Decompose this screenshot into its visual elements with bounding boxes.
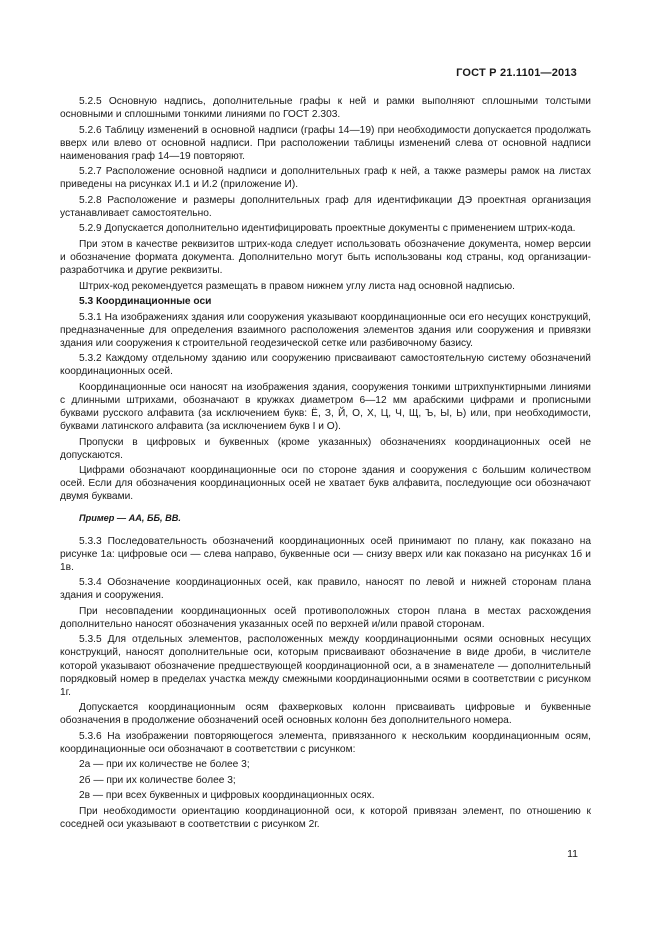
paragraph-digits: Цифрами обозначают координационные оси по стороне здания и сооружения с большим количеством осей. Если для обозначения координационных осей не хватает букв алфавита, последующие оси обозначают двумя буквами. (60, 465, 591, 503)
document-body (60, 95, 591, 833)
paragraph-5-3-6: 5.3.6 На изображении повторяющегося элемента, привязанного к нескольким координационным осям, координационные оси обозначают в соответствии с рисунком: (60, 730, 591, 755)
document-code-header: ГОСТ Р 21.1101—2013 (456, 67, 577, 79)
section-heading-5-3: 5.3 Координационные оси (79, 296, 212, 308)
paragraph-barcode-placement: Штрих-код рекомендуется размещать в правом нижнем углу листа над основной надписью. (79, 280, 515, 292)
paragraph-5-3-3: 5.3.3 Последовательность обозначений координационных осей принимают по плану, как показано на рисунке 1а: цифровые оси — слева направо, буквенные оси — снизу вверх или как показано на рисунках 1б и 1в. (60, 535, 591, 573)
paragraph-gaps: Пропуски в цифровых и буквенных (кроме указанных) обозначениях координационных осей не допускаются. (60, 436, 591, 461)
paragraph-framework-columns: Допускается координационным осям фахверковых колонн присваивать цифровые и буквенные обозначения в продолжение обозначений осей основных колонн без дополнительного номера. (60, 702, 591, 727)
paragraph-5-3-2: 5.3.2 Каждому отдельному зданию или сооружению присваивают самостоятельную систему обозначений координационных осей. (60, 353, 591, 378)
paragraph-5-2-6: 5.2.6 Таблицу изменений в основной надписи (графы 14—19) при необходимости допускается продолжать вверх или влево от основной надписи. При расположении таблицы изменений слева от основной надписи наименования граф 14—19 повторяют. (60, 124, 591, 162)
list-item-2b: 2б — при их количестве более 3; (79, 774, 236, 786)
page-number: 11 (567, 848, 578, 860)
paragraph-barcode-details: При этом в качестве реквизитов штрих-кода следует использовать обозначение документа, номер версии и обозначение формата документа. Дополнительно могут быть использованы код страны, код организации-разработчика и другие реквизиты. (60, 238, 591, 277)
paragraph-5-2-7: 5.2.7 Расположение основной надписи и дополнительных граф к ней, а также размеры рамок на листах приведены на рисунках И.1 и И.2 (приложение И). (60, 166, 591, 191)
paragraph-5-3-5: 5.3.5 Для отдельных элементов, расположенных между координационными осями основных несущих конструкций, наносят дополнительные оси, которым присваивают обозначение в виде дроби, в числителе которой указывают обозначение предшествующей координационной оси, а в знаменателе — дополнительный порядковый номер в пределах участка между смежными координационными осями в соответствии с рисунком 1г. (60, 634, 591, 698)
list-item-2a: 2а — при их количестве не более 3; (79, 759, 250, 771)
paragraph-mismatch: При несовпадении координационных осей противоположных сторон плана в местах расхождения дополнительно наносят обозначения указанных осей по верхней и/или правой сторонам. (60, 605, 591, 630)
paragraph-5-2-5: 5.2.5 Основную надпись, дополнительные графы к ней и рамки выполняют сплошными толстыми основными и сплошными тонкими линиями по ГОСТ 2.303. (60, 96, 591, 121)
paragraph-5-3-1: 5.3.1 На изображениях здания или сооружения указывают координационные оси его несущих конструкций, предназначенные для определения взаимного расположения элементов здания или сооружения и привязки здания или сооружения к строительной геодезической сетке или разбивочному базису. (60, 311, 591, 349)
paragraph-orientation: При необходимости ориентацию координационной оси, к которой привязан элемент, по отношению к соседней оси указывают в соответствии с рисунком 2г. (60, 805, 591, 830)
list-item-2v: 2в — при всех буквенных и цифровых координационных осях. (79, 790, 375, 802)
example-note: Пример — АА, ББ, ВВ. (79, 513, 181, 524)
paragraph-5-3-4: 5.3.4 Обозначение координационных осей, как правило, наносят по левой и нижней сторонам плана здания и сооружения. (60, 577, 591, 602)
paragraph-axes-drawing: Координационные оси наносят на изображения здания, сооружения тонкими штрихпунктирными линиями с длинными штрихами, обозначают в кружках диаметром 6—12 мм арабскими цифрами и прописными буквами русского алфавита (за исключением букв: Ё, З, Й, О, Х, Ц, Ч, Щ, Ъ, Ы, Ь) или, при необходимости, буквами латинского алфавита (за исключением букв I и O). (60, 381, 591, 433)
paragraph-5-2-9: 5.2.9 Допускается дополнительно идентифицировать проектные документы с применением штрих-кода. (79, 223, 576, 235)
paragraph-5-2-8: 5.2.8 Расположение и размеры дополнительных граф для идентификации ДЭ проектная организация устанавливает самостоятельно. (60, 194, 591, 219)
